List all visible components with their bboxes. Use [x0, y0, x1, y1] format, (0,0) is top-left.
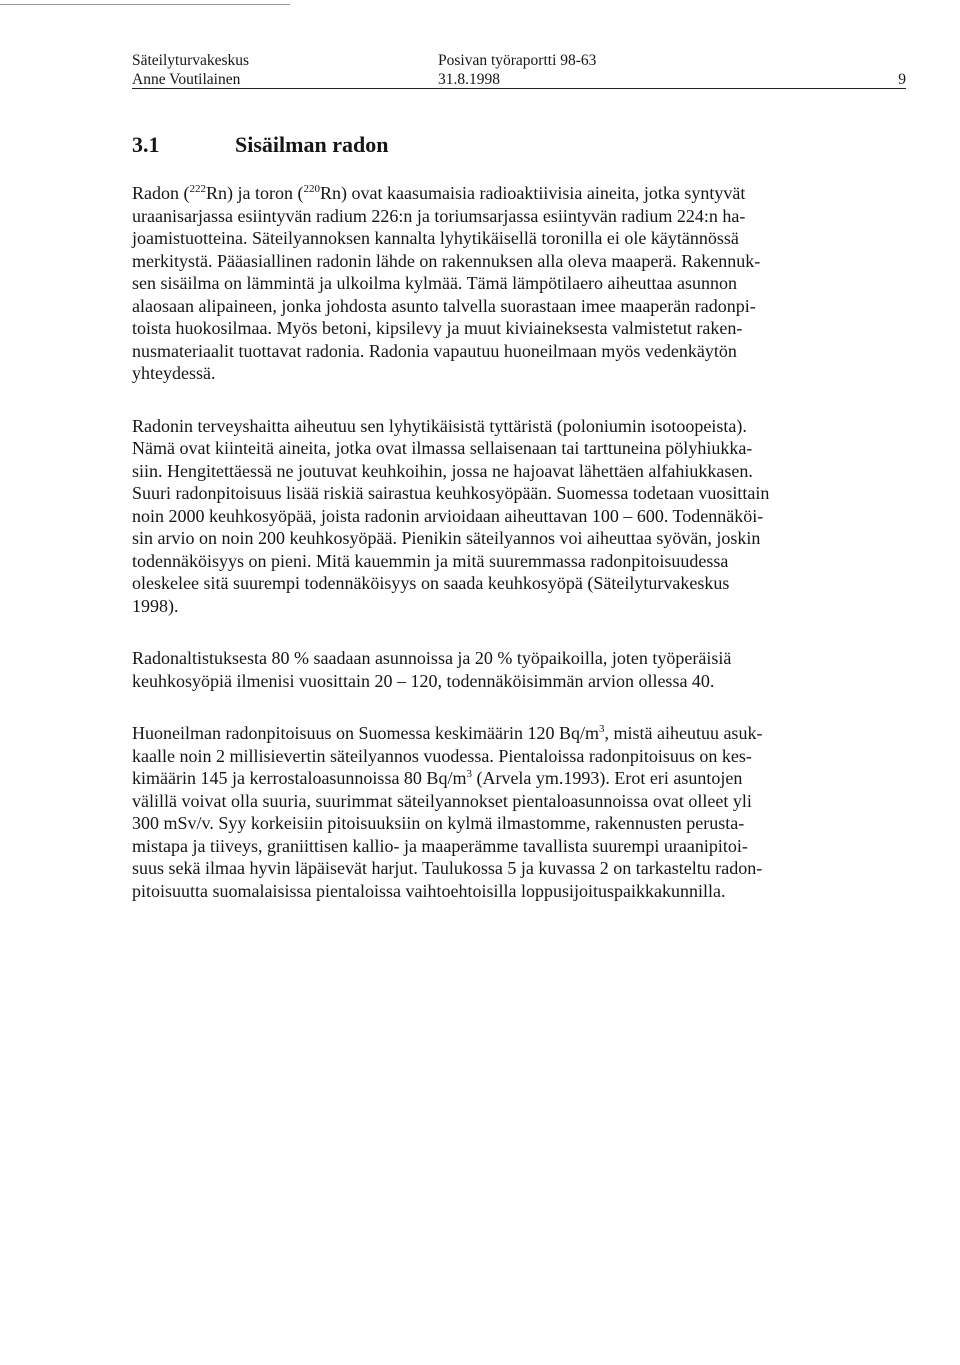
header-report: Posivan työraportti 98-63 — [438, 52, 597, 69]
text-segment: kimäärin 145 ja kerrostaloasunnoissa 80 Bq/m — [132, 768, 467, 788]
section-title: Sisäilman radon — [235, 132, 389, 157]
paragraph — [132, 182, 812, 385]
text-segment: noin 2000 keuhkosyöpää, joista radonin arvioidaan aiheuttavan 100 – 600. Todennäköi- — [132, 505, 764, 526]
text-segment: Rn) ovat kaasumaisia radioaktiivisia aineita, jotka syntyvät — [319, 183, 746, 203]
text-segment: suus sekä ilmaa hyvin läpäisevät harjut. Taulukossa 5 ja kuvassa 2 on tarkasteltu radon- — [132, 858, 763, 878]
text-line — [132, 812, 812, 835]
text-segment: Suuri radonpitoisuus lisää riskiä sairastua keuhkosyöpään. Suomessa todetaan vuosittain — [132, 483, 770, 503]
header-rule — [132, 88, 906, 89]
header-date: 31.8.1998 — [438, 71, 500, 88]
text-segment: merkitystä. Pääasiallinen radonin lähde on rakennuksen alla oleva maaperä. Rakennuk- — [132, 250, 761, 271]
text-segment: Radonaltistuksesta 80 % saadaan asunnoissa ja 20 % työpaikoilla, joten työperäisiä — [132, 648, 732, 668]
text-segment: uraanisarjassa esiintyvän radium 226:n ja toriumsarjassa esiintyvän radium 224:n ha- — [132, 205, 746, 226]
text-line — [132, 317, 812, 340]
text-line — [132, 362, 812, 385]
text-line — [132, 182, 812, 205]
text-line — [132, 647, 812, 670]
superscript: 3 — [598, 723, 605, 735]
text-segment: nusmateriaalit tuottavat radonia. Radonia vapautuu huoneilmaan myös vedenkäytön — [132, 340, 737, 361]
text-segment: toista huokosilmaa. Myös betoni, kipsilevy ja muut kiviaineksesta valmistetut raken- — [132, 318, 743, 338]
text-line — [132, 250, 812, 273]
text-segment: välillä voivat olla suuria, suurimmat säteilyannokset pientaloasunnoissa ovat olleet yli — [132, 790, 752, 811]
superscript: 222 — [189, 183, 206, 195]
paragraph — [132, 415, 812, 618]
text-segment: alaosaan alipaineen, jonka johdosta asunto talvella suorastaan imee maaperän radonpi- — [132, 295, 756, 316]
text-segment: Rn) ja toron ( — [206, 183, 304, 203]
text-segment: pitoisuutta suomalaisissa pientaloissa vaihtoehtoisilla loppusijoituspaikkakunnilla. — [132, 880, 726, 901]
text-line — [132, 415, 812, 438]
page-number: 9 — [898, 71, 906, 88]
text-line — [132, 880, 812, 903]
text-line — [132, 505, 812, 528]
text-line — [132, 745, 812, 768]
text-line — [132, 482, 812, 505]
text-segment: sin arvio on noin 200 keuhkosyöpää. Pienikin säteilyannos voi aiheuttaa syövän, joskin — [132, 528, 761, 548]
text-segment: Radon ( — [132, 183, 190, 203]
text-segment: yhteydessä. — [132, 363, 216, 383]
text-segment: kaalle noin 2 millisievertin säteilyannos vuodessa. Pientaloissa radonpitoisuus on kes- — [132, 745, 752, 766]
text-segment: 1998). — [132, 595, 179, 616]
text-line — [132, 572, 812, 595]
text-line — [132, 767, 812, 790]
text-line — [132, 550, 812, 573]
header-org: Säteilyturvakeskus — [132, 52, 250, 69]
section-heading — [132, 132, 388, 158]
text-line — [132, 722, 812, 745]
text-line — [132, 835, 812, 858]
text-segment: 300 mSv/v. Syy korkeisiin pitoisuuksiin on kylmä ilmastomme, rakennusten perusta- — [132, 813, 745, 833]
text-line — [132, 527, 812, 550]
text-line — [132, 460, 812, 483]
text-segment: Nämä ovat kiinteitä aineita, jotka ovat ilmassa sellaisenaan tai tarttuneina pölyhiukka- — [132, 438, 753, 458]
header-row-1 — [132, 52, 906, 71]
text-segment: mistapa ja tiiveys, graniittisen kallio- ja maaperämme tavallista suurempi uraanipitoi- — [132, 835, 748, 856]
superscript: 220 — [303, 183, 320, 195]
text-segment: todennäköisyys on pieni. Mitä kauemmin ja mitä suuremmassa radonpitoisuudessa — [132, 550, 729, 571]
text-line — [132, 272, 812, 295]
text-line — [132, 227, 812, 250]
page-header — [132, 52, 906, 90]
text-segment: Radonin terveyshaitta aiheutuu sen lyhytikäisistä tyttäristä (poloniumin isotoopeista). — [132, 415, 747, 436]
text-segment: keuhkosyöpiä ilmenisi vuosittain 20 – 120, todennäköisimmän arvion ollessa 40. — [132, 670, 715, 691]
text-segment: siin. Hengitettäessä ne joutuvat keuhkoihin, jossa ne hajoavat lähettäen alfahiukkasen. — [132, 460, 753, 481]
scan-edge-line — [0, 4, 290, 5]
superscript: 3 — [466, 768, 472, 780]
section-number: 3.1 — [132, 132, 160, 157]
text-line — [132, 670, 812, 693]
text-line — [132, 595, 812, 618]
body-text — [132, 182, 812, 932]
text-segment: (Arvela ym.1993). Erot eri asuntojen — [471, 768, 743, 788]
text-line — [132, 437, 812, 460]
text-segment: oleskelee sitä suurempi todennäköisyys on saada keuhkosyöpä (Säteilyturvakeskus — [132, 573, 730, 593]
header-author: Anne Voutilainen — [132, 71, 241, 88]
text-line — [132, 340, 812, 363]
text-segment: Huoneilman radonpitoisuus on Suomessa keskimäärin 120 Bq/m — [132, 723, 599, 743]
text-segment: , mistä aiheutuu asuk- — [604, 723, 763, 743]
text-line — [132, 790, 812, 813]
text-line — [132, 295, 812, 318]
text-line — [132, 857, 812, 880]
text-segment: sen sisäilma on lämmintä ja ulkoilma kylmää. Tämä lämpötilaero aiheuttaa asunnon — [132, 273, 738, 293]
paragraph — [132, 647, 812, 692]
paragraph — [132, 722, 812, 902]
text-segment: joamistuotteina. Säteilyannoksen kannalta lyhytikäisellä toronilla ei ole käytännössä — [132, 228, 739, 248]
text-line — [132, 205, 812, 228]
